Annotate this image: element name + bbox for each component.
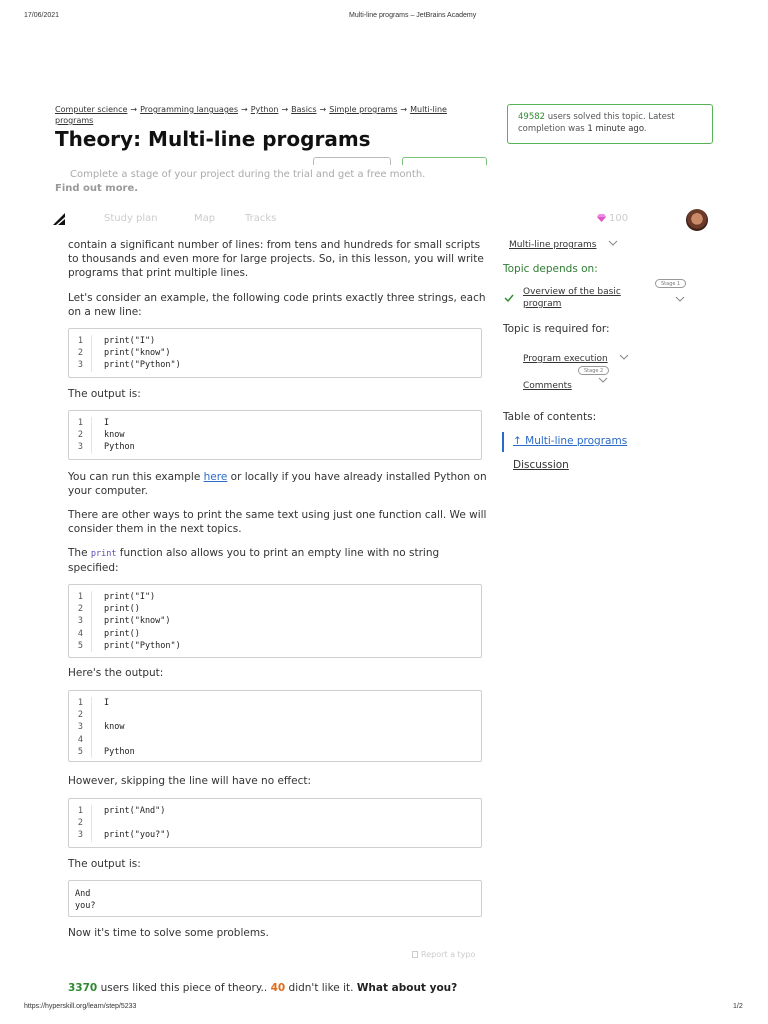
line-number: 5	[77, 746, 83, 757]
line-number: 1	[77, 592, 83, 602]
line-number: 3	[77, 442, 83, 453]
chevron-down-icon[interactable]	[675, 295, 685, 303]
code-text: I	[104, 698, 110, 708]
code-text: print("I")	[104, 592, 156, 602]
code-text: I	[104, 418, 110, 428]
find-out-more-link[interactable]: Find out more.	[55, 183, 139, 194]
code-line	[69, 441, 481, 453]
line-number: 1	[77, 806, 83, 816]
inline-code-print: print	[90, 549, 117, 559]
code-line	[69, 429, 481, 441]
print-text-end: function also allows you to print an empty line with no string specified:	[68, 547, 440, 574]
likes-summary	[68, 982, 457, 994]
solve-problems-paragraph: Now it's time to solve some problems.	[68, 927, 269, 939]
line-number: 4	[77, 734, 83, 745]
code-block-3	[68, 798, 482, 848]
code-text: print("And")	[104, 806, 166, 816]
code-line	[69, 709, 481, 721]
heres-output-label: Here's the output:	[68, 667, 164, 679]
breadcrumb-programming-languages[interactable]: Programming languages	[140, 105, 238, 114]
code-line	[69, 603, 481, 615]
code-line	[69, 734, 481, 746]
line-number: 2	[77, 430, 83, 441]
code-block-1	[68, 328, 482, 378]
current-topic-label: Multi-line programs	[509, 240, 597, 250]
depends-item-label: Overview of the basic program	[523, 287, 621, 309]
line-number: 1	[77, 698, 83, 708]
output-label-1: The output is:	[68, 388, 141, 400]
print-page-title: Multi-line programs – JetBrains Academy	[349, 12, 477, 19]
breadcrumb-separator: →	[241, 105, 248, 114]
breadcrumb-multi-line-programs[interactable]: Multi-line programs	[55, 105, 447, 125]
disliked-count: 40	[270, 982, 286, 994]
what-about-you: What about you?	[356, 982, 458, 994]
output-block-2	[68, 690, 482, 762]
hidden-secondary-button[interactable]	[313, 157, 391, 165]
breadcrumb-basics[interactable]: Basics	[291, 105, 317, 114]
code-text: know	[104, 430, 125, 441]
depends-item[interactable]	[523, 286, 633, 310]
required-item-program-execution[interactable]	[523, 346, 629, 365]
code-line	[69, 805, 481, 817]
code-line	[69, 417, 481, 429]
gems-counter[interactable]	[597, 213, 628, 224]
breadcrumb	[55, 104, 480, 126]
example-paragraph: Let's consider an example, the following code prints exactly three strings, each on a new line:	[68, 292, 486, 318]
report-typo-button[interactable]	[412, 950, 475, 959]
code-line	[69, 721, 481, 733]
breadcrumb-separator: →	[130, 105, 138, 114]
liked-text: users liked this piece of theory..	[97, 982, 271, 994]
chevron-down-icon	[608, 239, 618, 247]
print-page-number: 1/2	[733, 1003, 743, 1010]
line-number: 3	[77, 722, 83, 733]
breadcrumb-separator: →	[281, 105, 289, 114]
code-text: print("know")	[104, 348, 171, 359]
solved-count: 49582	[518, 112, 546, 122]
code-text: print("I")	[104, 336, 156, 346]
breadcrumb-simple-programs[interactable]: Simple programs	[329, 105, 398, 114]
code-text: print()	[104, 628, 140, 639]
code-line	[69, 335, 481, 347]
depends-on-title: Topic depends on:	[503, 263, 598, 275]
breadcrumb-python[interactable]: Python	[250, 105, 279, 114]
code-text: print("Python")	[104, 360, 181, 371]
nav-map[interactable]: Map	[194, 213, 216, 224]
required-item-label: Program execution	[523, 354, 608, 364]
stage-badge: Stage 1	[655, 279, 686, 288]
breadcrumb-separator: →	[319, 105, 327, 114]
code-line	[69, 591, 481, 603]
toc-item-multi-line-programs[interactable]: ↑ Multi-line programs	[513, 435, 628, 447]
output-block-3: And you?	[68, 880, 482, 917]
line-number: 2	[77, 818, 83, 829]
breadcrumb-computer-science[interactable]: Computer science	[55, 105, 128, 114]
stage-badge: Stage 2	[578, 366, 609, 375]
report-typo-label: Report a typo	[421, 950, 476, 959]
hidden-primary-button[interactable]	[402, 157, 487, 165]
latest-completion-time: 1 minute ago	[587, 124, 644, 134]
skipping-paragraph: However, skipping the line will have no effect:	[68, 775, 312, 787]
code-line	[69, 615, 481, 627]
solved-info-box	[507, 104, 713, 144]
code-line	[69, 829, 481, 841]
line-number: 3	[77, 360, 83, 371]
required-item-label: Comments	[523, 381, 572, 391]
required-item-comments[interactable]	[523, 373, 572, 392]
line-number: 1	[77, 418, 83, 428]
solved-text: users solved this topic. Latest completion was	[518, 112, 675, 134]
page-title: Theory: Multi-line programs	[55, 127, 371, 151]
run-text-end: or locally if you have already installed Python on your computer.	[68, 471, 487, 497]
liked-count: 3370	[68, 982, 98, 994]
print-text: The	[68, 547, 91, 559]
line-number: 2	[77, 348, 83, 359]
print-function-paragraph	[68, 546, 488, 575]
output-label-2: The output is:	[68, 858, 141, 870]
code-text: Python	[104, 746, 135, 757]
code-text: print("know")	[104, 616, 171, 627]
trial-banner-text: Complete a stage of your project during the trial and get a free month.	[70, 169, 426, 180]
user-avatar[interactable]	[686, 209, 708, 231]
code-line	[69, 347, 481, 359]
chevron-down-icon	[619, 353, 629, 361]
check-icon	[504, 294, 514, 302]
jetbrains-logo-icon[interactable]	[53, 213, 65, 225]
report-icon	[412, 951, 418, 958]
toc-title: Table of contents:	[503, 411, 597, 423]
other-ways-paragraph: There are other ways to print the same text using just one function call. We will consider them in the next topics.	[68, 509, 487, 535]
line-number: 2	[77, 604, 83, 615]
toc-item-discussion[interactable]: Discussion	[513, 459, 569, 471]
print-url: https://hyperskill.org/learn/step/5233	[24, 1003, 137, 1010]
gem-icon	[597, 214, 606, 222]
code-line	[69, 817, 481, 829]
code-line	[69, 640, 481, 652]
line-number: 3	[77, 830, 83, 841]
code-text: print("you?")	[104, 830, 171, 841]
run-example-link[interactable]: here	[203, 471, 228, 483]
print-date: 17/06/2021	[24, 12, 60, 19]
intro-paragraph: contain a significant number of lines: from tens and hundreds for small scripts to thousands and even more for large projects. So, in this lesson, you will write programs that print multiple lines.	[68, 239, 484, 279]
code-text: print("Python")	[104, 640, 181, 651]
run-text: You can run this example	[68, 471, 204, 483]
code-block-2	[68, 584, 482, 658]
output-block-1	[68, 410, 482, 460]
solved-text-end: .	[643, 124, 647, 134]
gems-count: 100	[609, 213, 629, 224]
line-number: 1	[77, 336, 83, 346]
code-line	[69, 697, 481, 709]
line-number: 5	[77, 640, 83, 651]
nav-tracks[interactable]: Tracks	[245, 213, 277, 224]
nav-study-plan[interactable]: Study plan	[104, 213, 158, 224]
chevron-down-icon[interactable]	[598, 376, 608, 384]
code-text: know	[104, 722, 125, 733]
current-topic-select[interactable]	[509, 232, 618, 251]
required-for-title: Topic is required for:	[503, 323, 610, 335]
code-line	[69, 746, 481, 758]
code-text: Python	[104, 442, 135, 453]
line-number: 4	[77, 628, 83, 639]
code-text: print()	[104, 604, 140, 615]
code-line	[69, 359, 481, 371]
line-number: 3	[77, 616, 83, 627]
breadcrumb-separator: →	[400, 105, 408, 114]
disliked-text: didn't like it.	[285, 982, 357, 994]
code-line	[69, 628, 481, 640]
line-number: 2	[77, 710, 83, 721]
toc-active-indicator	[502, 432, 504, 452]
run-example-paragraph	[68, 470, 488, 498]
